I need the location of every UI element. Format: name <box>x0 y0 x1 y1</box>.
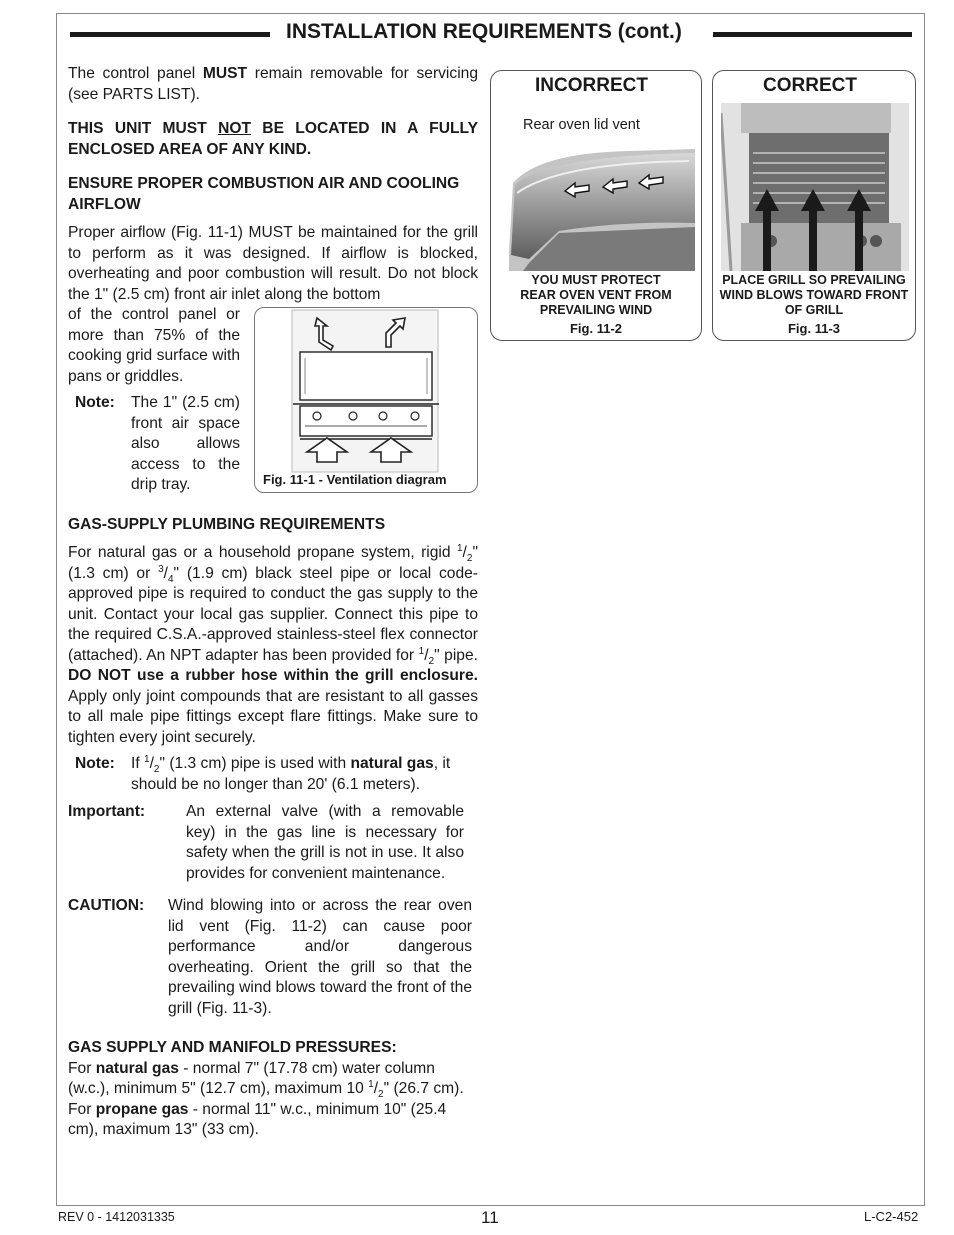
important-text: An external valve (with a removable key) in the gas line is necessary for safety when the grill is not in use. It also provides for convenient maintenance. <box>186 803 464 882</box>
note-text: If $^1/_2$" (1.3 cm) pipe is used with natural gas, it should be no longer than 20' (6.1 meters). <box>131 753 451 793</box>
rear-vent-label: Rear oven lid vent <box>523 117 640 133</box>
page-number: 11 <box>481 1208 499 1227</box>
gas-plumbing-paragraph: For natural gas or a household propane system, rigid $^1/_2$" (1.3 cm) or $^3/_4$" (1.9 cm) black steel pipe or local code-approved pipe is required to conduct the gas supply to the unit. Contact your local gas supplier. Connect this pipe to the required C.S.A.-approved stainless-steel flex connector (attached). An NPT adapter has been provided for $^1/_2$" pipe. DO NOT use a rubber hose within the grill enclosure. Apply only joint compounds that are resistant to all gasses to all male pipe fittings except flare fittings. Make sure to tighten every joint securely. <box>68 542 478 746</box>
pressures-paragraph: For natural gas - normal 7" (17.78 cm) water column (w.c.), minimum 5" (12.7 cm), maximum 10 $^1/_2$" (26.7 cm). For propane gas - normal 11" w.c., minimum 10" (25.4 cm), maximum 13" (33 cm). <box>68 1059 464 1138</box>
figure-incorrect <box>490 70 702 341</box>
caption-line: PREVAILING WIND <box>539 303 653 317</box>
figure-correct <box>712 70 916 341</box>
airflow-note <box>68 393 240 496</box>
enclosure-warning: THIS UNIT MUST NOT BE LOCATED IN A FULLY ENCLOSED AREA OF ANY KIND. <box>68 120 478 158</box>
caption-line: PLACE GRILL SO PREVAILING <box>722 273 906 287</box>
airflow-paragraph-continued: of the control panel or more than 75% of the cooking grid surface with pans or griddles. <box>68 306 240 385</box>
note-label: Note: <box>75 755 115 772</box>
gas-plumbing-heading: GAS-SUPPLY PLUMBING REQUIREMENTS <box>68 515 386 533</box>
caution-label: CAUTION: <box>68 897 145 914</box>
airflow-wrap-text <box>68 305 240 496</box>
figure-number: Fig. 11-3 <box>787 321 841 336</box>
caption-line: YOU MUST PROTECT <box>531 273 661 287</box>
caption-line: WIND BLOWS TOWARD FRONT <box>719 288 909 302</box>
ventilation-diagram <box>254 307 478 493</box>
revision-code: REV 0 - 1412031335 <box>58 1210 175 1224</box>
airflow-paragraph: Proper airflow (Fig. 11-1) MUST be maintained for the grill to perform as it was designed. If airflow is blocked, overheating and poor combustion will result. Do not block the 1" (2.5 cm) front air inlet along the bottom <box>68 224 478 303</box>
pressures-heading: GAS SUPPLY AND MANIFOLD PRESSURES: <box>68 1039 397 1056</box>
correct-heading: CORRECT <box>763 75 857 96</box>
note-text: The 1" (2.5 cm) front air space also allows access to the drip tray. <box>131 394 240 493</box>
incorrect-caption <box>491 273 701 336</box>
caption-line: OF GRILL <box>784 303 844 317</box>
ventilation-diagram-caption: Fig. 11-1 - Ventilation diagram <box>263 471 447 487</box>
title-rule-left <box>70 32 270 37</box>
intro-paragraph: The control panel MUST remain removable for servicing (see PARTS LIST). <box>68 65 479 103</box>
main-text-column <box>68 64 478 1141</box>
page-title: INSTALLATION REQUIREMENTS (cont.) <box>286 20 682 43</box>
ventilation-diagram-illustration <box>255 308 477 474</box>
airflow-heading: ENSURE PROPER COMBUSTION AIR AND COOLING AIRFLOW <box>68 175 460 213</box>
figure-number: Fig. 11-2 <box>569 321 623 336</box>
title-rule-right <box>713 32 912 37</box>
airflow-figure-block <box>68 305 478 496</box>
important-notice <box>68 802 478 884</box>
caption-line: REAR OVEN VENT FROM <box>520 288 672 302</box>
caution-notice <box>68 896 478 1019</box>
caution-text: Wind blowing into or across the rear oven lid vent (Fig. 11-2) can cause poor performance and/or dangerous overheating. Orient the grill so that the prevailing wind blows toward the front of the grill (Fig. 11-3). <box>168 897 472 1017</box>
incorrect-heading: INCORRECT <box>535 75 648 96</box>
correct-grill-photo <box>721 103 909 271</box>
page-header <box>70 20 912 50</box>
document-code: L-C2-452 <box>864 1209 919 1224</box>
correct-caption <box>713 273 915 336</box>
note-label: Note: <box>75 394 115 411</box>
important-label: Important: <box>68 803 146 820</box>
pipe-length-note <box>68 754 478 795</box>
